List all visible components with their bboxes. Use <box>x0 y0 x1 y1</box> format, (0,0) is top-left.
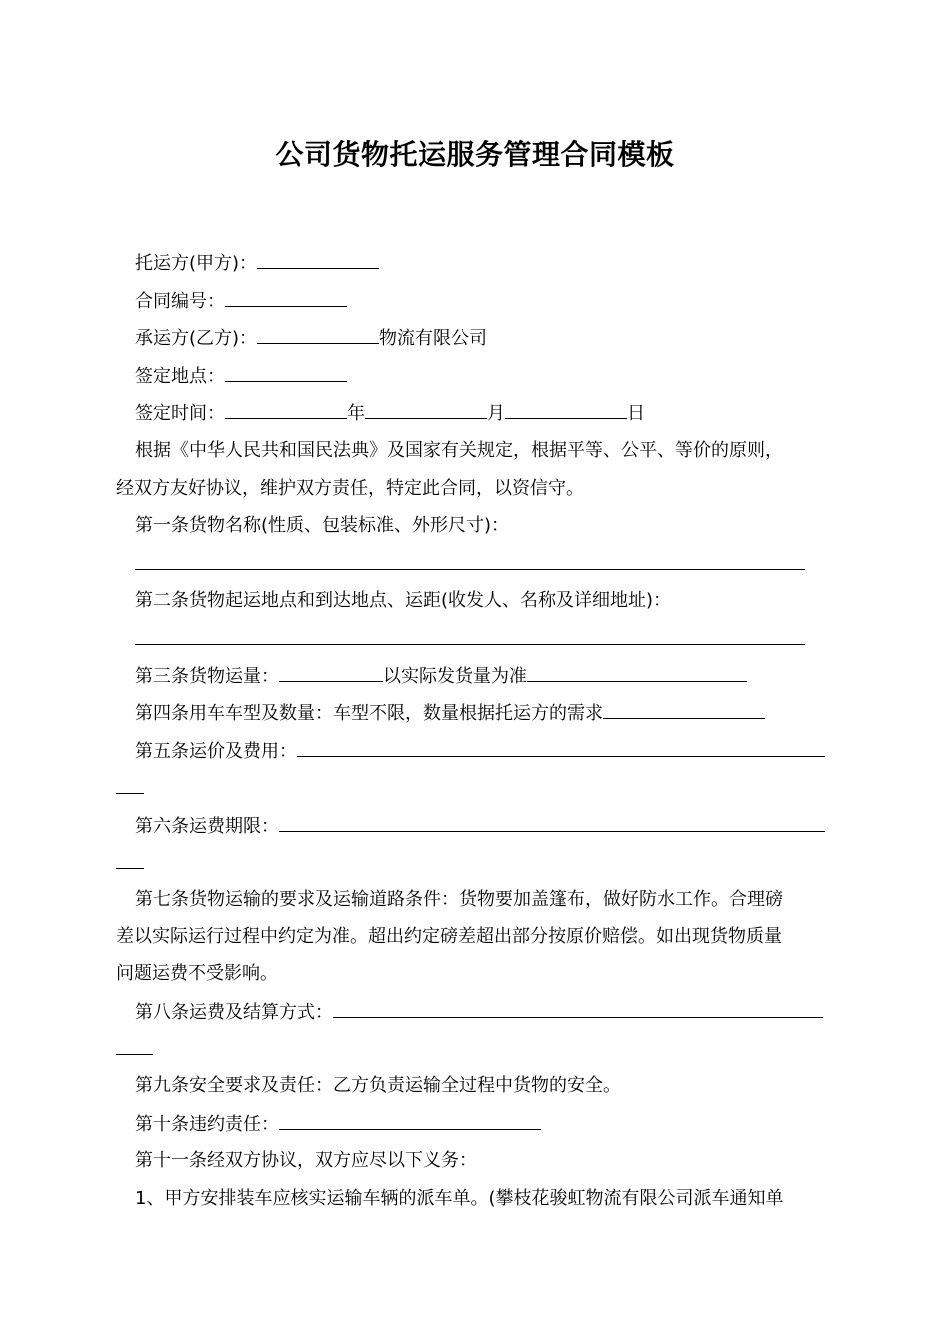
article-11: 第十一条经双方协议，双方应尽以下义务： <box>135 1150 477 1171</box>
contract-no-blank[interactable] <box>225 288 347 307</box>
contract-no-line <box>116 288 855 315</box>
carrier-label: 承运方(乙方)： <box>135 328 258 349</box>
sign-time-line <box>116 400 855 427</box>
sign-time-label: 签定时间： <box>135 403 225 424</box>
article-6-continuation[interactable] <box>116 868 144 869</box>
article-8-blank[interactable] <box>333 999 823 1018</box>
article-7-line-2: 差以实际运行过程中约定为准。超出约定磅差超出部分按原价赔偿。如出现货物质量 <box>116 926 782 947</box>
year-label: 年 <box>347 403 365 424</box>
carrier-line <box>116 325 855 352</box>
article-3-label: 第三条货物运量： <box>135 666 279 687</box>
article-5-blank[interactable] <box>297 738 825 757</box>
article-4-line <box>116 700 855 727</box>
consignor-blank[interactable] <box>257 250 379 269</box>
consignor-line <box>116 250 855 277</box>
article-3-blank-1[interactable] <box>279 663 383 682</box>
article-8-continuation[interactable] <box>116 1054 153 1055</box>
article-10-label: 第十条违约责任： <box>135 1114 279 1135</box>
article-3-mid: 以实际发货量为准 <box>383 666 527 687</box>
article-4-text: 第四条用车车型及数量：车型不限，数量根据托运方的需求 <box>135 703 603 724</box>
day-label: 日 <box>627 403 645 424</box>
carrier-blank[interactable] <box>257 325 379 344</box>
article-1-rule[interactable] <box>135 569 805 570</box>
contract-no-label: 合同编号： <box>135 291 225 312</box>
article-6-blank[interactable] <box>279 813 825 832</box>
article-6-line <box>116 813 855 840</box>
article-8-line <box>116 999 855 1026</box>
month-blank[interactable] <box>365 400 487 419</box>
article-5-continuation[interactable] <box>116 793 144 794</box>
article-1: 第一条货物名称(性质、包装标准、外形尺寸)： <box>135 515 510 536</box>
carrier-suffix: 物流有限公司 <box>379 328 488 349</box>
preamble-line-1: 根据《中华人民共和国民法典》及国家有关规定，根据平等、公平、等价的原则， <box>135 440 783 461</box>
article-4-blank[interactable] <box>603 700 765 719</box>
sign-place-line <box>116 363 855 390</box>
day-blank[interactable] <box>505 400 627 419</box>
article-10-blank[interactable] <box>279 1111 541 1130</box>
article-8-label: 第八条运费及结算方式： <box>135 1002 333 1023</box>
article-10-line <box>116 1111 855 1138</box>
article-9: 第九条安全要求及责任：乙方负责运输全过程中货物的安全。 <box>135 1075 621 1096</box>
article-6-label: 第六条运费期限： <box>135 816 279 837</box>
article-2: 第二条货物起运地点和到达地点、运距(收发人、名称及详细地址)： <box>135 590 672 611</box>
article-2-rule[interactable] <box>135 644 805 645</box>
article-5-label: 第五条运价及费用： <box>135 741 297 762</box>
article-7-line-1: 第七条货物运输的要求及运输道路条件：货物要加盖篷布，做好防水工作。合理磅 <box>135 889 783 910</box>
article-7-line-3: 问题运费不受影响。 <box>116 963 278 984</box>
document-title: 公司货物托运服务管理合同模板 <box>275 138 675 171</box>
article-11-item-1: 1、甲方安排装车应核实运输车辆的派车单。(攀枝花骏虹物流有限公司派车通知单 <box>135 1188 784 1209</box>
sign-place-label: 签定地点： <box>135 366 225 387</box>
preamble-line-2: 经双方友好协议，维护双方责任，特定此合同，以资信守。 <box>116 478 584 499</box>
consignor-label: 托运方(甲方)： <box>135 253 258 274</box>
sign-place-blank[interactable] <box>225 363 347 382</box>
article-3-line <box>116 663 855 690</box>
year-blank[interactable] <box>225 400 347 419</box>
article-3-blank-2[interactable] <box>527 663 747 682</box>
month-label: 月 <box>487 403 505 424</box>
article-5-line <box>116 738 855 765</box>
